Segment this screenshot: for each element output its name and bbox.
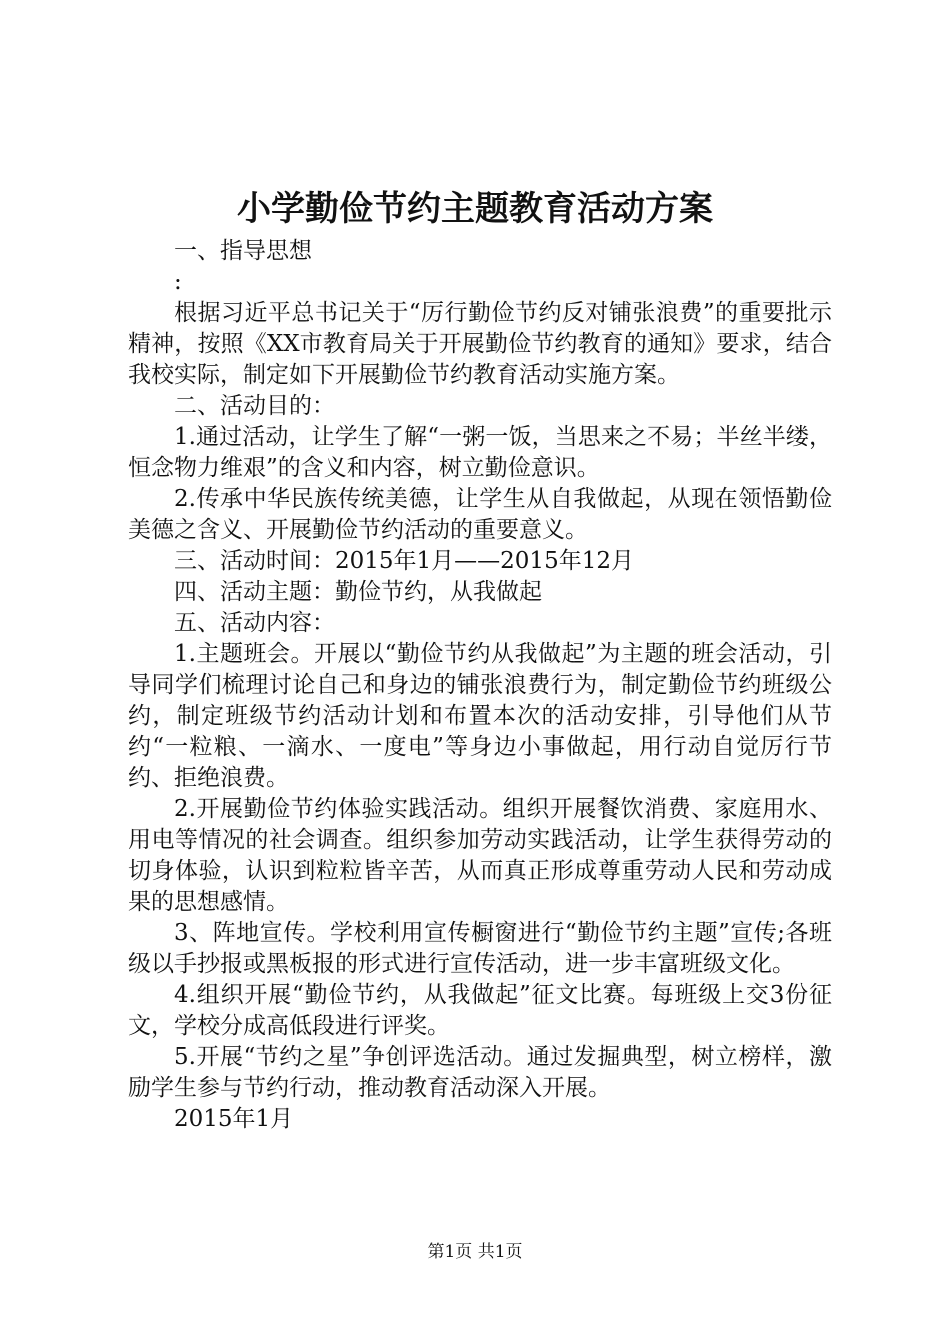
section-heading-purpose: 二、活动目的： bbox=[174, 393, 335, 419]
page-footer: 第1页 共1页 bbox=[427, 1242, 523, 1262]
section-heading-time: 三、活动时间：2015年1月——2015年12月 bbox=[174, 548, 634, 574]
section-heading-guiding-ideology: 一、指导思想 bbox=[174, 238, 312, 264]
section-heading-theme: 四、活动主题：勤俭节约，从我做起 bbox=[174, 579, 542, 605]
content-item-4: 4.组织开展“勤俭节约，从我做起”征文比赛。每班级上交3份征文，学校分成高低段进行评奖。 bbox=[128, 982, 832, 1039]
content-item-1: 1.主题班会。开展以“勤俭节约从我做起”为主题的班会活动，引导同学们梳理讨论自己和身边的铺张浪费行为，制定勤俭节约班级公约，制定班级节约活动计划和布置本次的活动安排，引导他们从节约“一粒粮、一滴水、一度电”等身边小事做起，用行动自觉厉行节约、拒绝浪费。 bbox=[128, 641, 832, 791]
content-item-3: 3、阵地宣传。学校利用宣传橱窗进行“勤俭节约主题”宣传;各班级以手抄报或黑板报的形式进行宣传活动，进一步丰富班级文化。 bbox=[128, 920, 832, 977]
document-title: 小学勤俭节约主题教育活动方案 bbox=[237, 189, 713, 229]
content-item-5: 5.开展“节约之星”争创评选活动。通过发掘典型，树立榜样，激励学生参与节约行动，推动教育活动深入开展。 bbox=[128, 1044, 832, 1101]
content-item-2: 2.开展勤俭节约体验实践活动。组织开展餐饮消费、家庭用水、用电等情况的社会调查。组织参加劳动实践活动，让学生获得劳动的切身体验，认识到粒粒皆辛苦，从而真正形成尊重劳动人民和劳动成果的思想感情。 bbox=[128, 796, 832, 915]
paragraph-basis: 根据习近平总书记关于“厉行勤俭节约反对铺张浪费”的重要批示精神，按照《XX市教育局关于开展勤俭节约教育的通知》要求，结合我校实际，制定如下开展勤俭节约教育活动实施方案。 bbox=[128, 300, 832, 388]
section-heading-content: 五、活动内容： bbox=[174, 610, 335, 636]
purpose-item-1: 1.通过活动，让学生了解“一粥一饭，当思来之不易；半丝半缕，恒念物力维艰”的含义和内容，树立勤俭意识。 bbox=[128, 424, 832, 481]
colon-line: : bbox=[174, 269, 182, 295]
document-body bbox=[128, 236, 832, 1135]
document-date: 2015年1月 bbox=[174, 1106, 294, 1132]
purpose-item-2: 2.传承中华民族传统美德，让学生从自我做起，从现在领悟勤俭美德之含义、开展勤俭节约活动的重要意义。 bbox=[128, 486, 832, 543]
